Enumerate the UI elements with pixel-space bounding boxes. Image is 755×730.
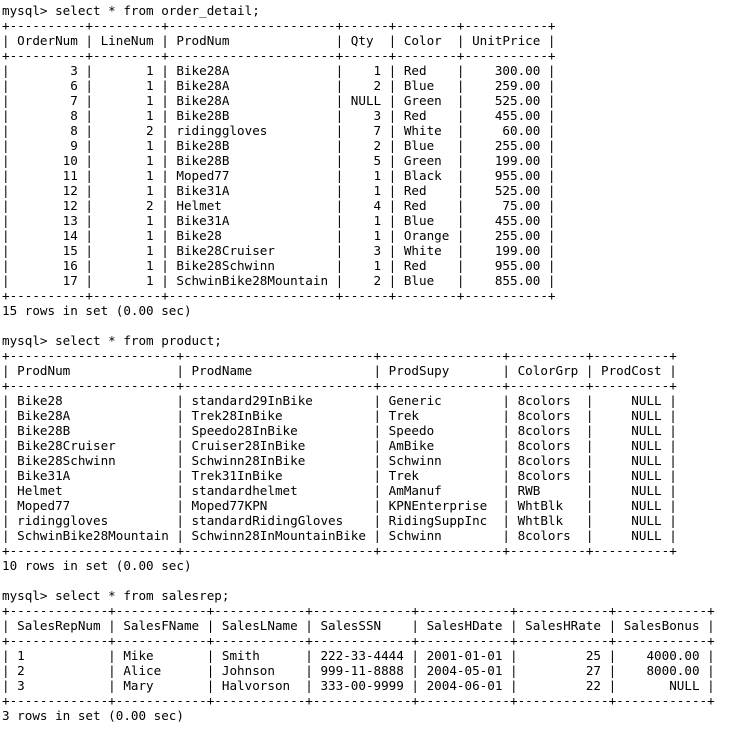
table-row-line: | Bike28A | Trek28InBike | Trek | 8colors | NULL |: [2, 408, 677, 423]
table-row-line: | Bike28 | standard29InBike | Generic | 8colors | NULL |: [2, 393, 677, 408]
terminal-line: [2, 318, 755, 333]
table-border-line: +----------+---------+----------------------+------+--------+-----------+: [2, 288, 556, 303]
table-row-line: | 11 | 1 | Moped77 | 1 | Black | 955.00 |: [2, 168, 556, 183]
result-summary-line: 10 rows in set (0.00 sec): [2, 558, 192, 573]
table-row-line: | 3 | Mary | Halvorson | 333-00-9999 | 2004-06-01 | 22 | NULL |: [2, 678, 715, 693]
table-row-line: | Bike28B | Speedo28InBike | Speedo | 8colors | NULL |: [2, 423, 677, 438]
table-row-line: | 8 | 2 | ridinggloves | 7 | White | 60.00 |: [2, 123, 556, 138]
table-row-line: | Bike28Cruiser | Cruiser28InBike | AmBike | 8colors | NULL |: [2, 438, 677, 453]
table-row-line: | SchwinBike28Mountain | Schwinn28InMountainBike | Schwinn | 8colors | NULL |: [2, 528, 677, 543]
table-row-line: | SalesRepNum | SalesFName | SalesLName | SalesSSN | SalesHDate | SalesHRate | SalesBonus |: [2, 618, 715, 633]
table-row-line: | 3 | 1 | Bike28A | 1 | Red | 300.00 |: [2, 63, 556, 78]
table-row-line: | 9 | 1 | Bike28B | 2 | Blue | 255.00 |: [2, 138, 556, 153]
table-row-line: | 10 | 1 | Bike28B | 5 | Green | 199.00 |: [2, 153, 556, 168]
result-summary-line: 3 rows in set (0.00 sec): [2, 708, 184, 723]
table-border-line: +-------------+------------+------------+-------------+------------+------------+------------+: [2, 693, 715, 708]
table-row-line: | 14 | 1 | Bike28 | 1 | Orange | 255.00 |: [2, 228, 556, 243]
table-row-line: | 13 | 1 | Bike31A | 1 | Blue | 455.00 |: [2, 213, 556, 228]
table-border-line: +----------+---------+----------------------+------+--------+-----------+: [2, 48, 556, 63]
table-border-line: +----------------------+-------------------------+----------------+----------+----------+: [2, 348, 677, 363]
table-row-line: | ProdNum | ProdName | ProdSupy | ColorGrp | ProdCost |: [2, 363, 677, 378]
table-row-line: | 12 | 1 | Bike31A | 1 | Red | 525.00 |: [2, 183, 556, 198]
result-summary-line: 15 rows in set (0.00 sec): [2, 303, 192, 318]
table-row-line: | Helmet | standardhelmet | AmManuf | RWB | NULL |: [2, 483, 677, 498]
table-row-line: | Bike28Schwinn | Schwinn28InBike | Schwinn | 8colors | NULL |: [2, 453, 677, 468]
table-row-line: | ridinggloves | standardRidingGloves | RidingSuppInc | WhtBlk | NULL |: [2, 513, 677, 528]
table-border-line: +-------------+------------+------------+-------------+------------+------------+------------+: [2, 633, 715, 648]
table-row-line: | 8 | 1 | Bike28B | 3 | Red | 455.00 |: [2, 108, 556, 123]
table-row-line: | 2 | Alice | Johnson | 999-11-8888 | 2004-05-01 | 27 | 8000.00 |: [2, 663, 715, 678]
table-row-line: | 17 | 1 | SchwinBike28Mountain | 2 | Blue | 855.00 |: [2, 273, 556, 288]
table-row-line: | OrderNum | LineNum | ProdNum | Qty | Color | UnitPrice |: [2, 33, 556, 48]
sql-command-line: mysql> select * from order_detail;: [2, 3, 260, 18]
table-row-line: | 6 | 1 | Bike28A | 2 | Blue | 259.00 |: [2, 78, 556, 93]
table-row-line: | 1 | Mike | Smith | 222-33-4444 | 2001-01-01 | 25 | 4000.00 |: [2, 648, 715, 663]
sql-command-line: mysql> select * from product;: [2, 333, 222, 348]
table-border-line: +----------+---------+----------------------+------+--------+-----------+: [2, 18, 556, 33]
table-row-line: | 7 | 1 | Bike28A | NULL | Green | 525.00 |: [2, 93, 556, 108]
table-row-line: | 16 | 1 | Bike28Schwinn | 1 | Red | 955.00 |: [2, 258, 556, 273]
table-row-line: | 12 | 2 | Helmet | 4 | Red | 75.00 |: [2, 198, 556, 213]
table-border-line: +-------------+------------+------------+-------------+------------+------------+------------+: [2, 603, 715, 618]
table-row-line: | Bike31A | Trek31InBike | Trek | 8colors | NULL |: [2, 468, 677, 483]
terminal-line: [2, 573, 755, 588]
sql-command-line: mysql> select * from salesrep;: [2, 588, 230, 603]
table-row-line: | Moped77 | Moped77KPN | KPNEnterprise | WhtBlk | NULL |: [2, 498, 677, 513]
table-row-line: | 15 | 1 | Bike28Cruiser | 3 | White | 199.00 |: [2, 243, 556, 258]
table-border-line: +----------------------+-------------------------+----------------+----------+----------+: [2, 543, 677, 558]
table-border-line: +----------------------+-------------------------+----------------+----------+----------+: [2, 378, 677, 393]
